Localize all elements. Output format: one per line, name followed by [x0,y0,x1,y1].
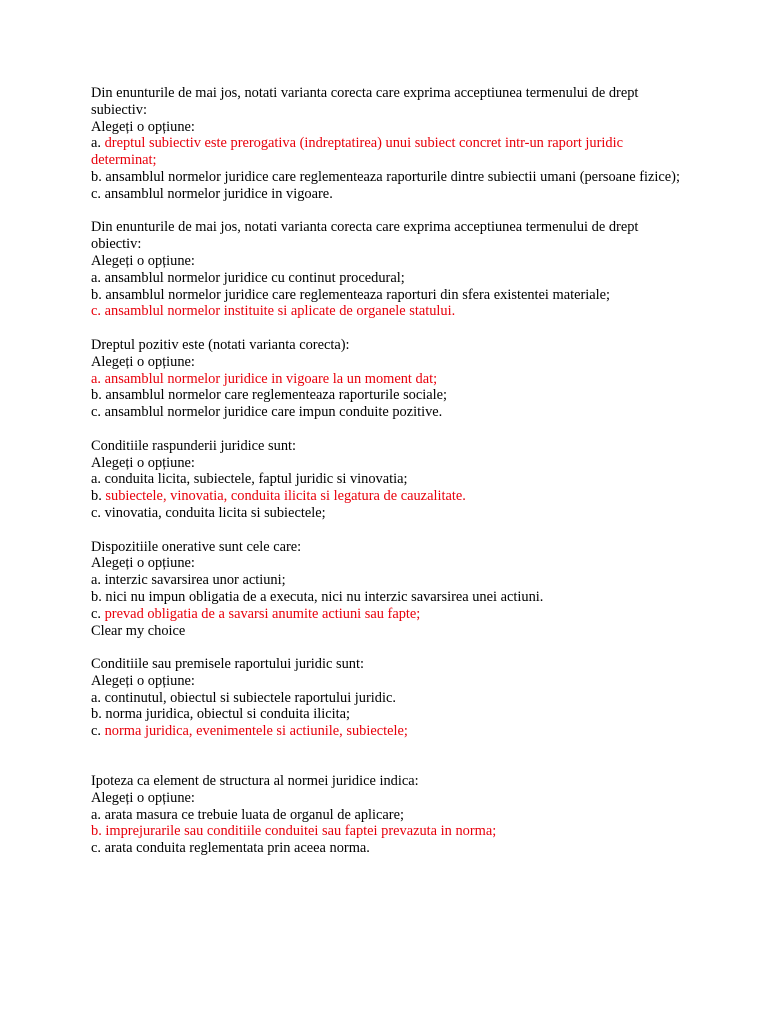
question-3-option-c[interactable] [91,404,691,421]
choose-option-label: Alegeți o opțiune: [91,353,195,370]
question-6-option-b[interactable] [91,706,691,723]
option-letter: b. [91,286,102,303]
option-letter: c. [91,404,101,421]
question-7-option-b[interactable] [91,823,691,840]
option-text: imprejurarile sau conditiile conduitei sau faptei prevazuta in norma; [105,823,497,840]
option-letter: b. [91,588,102,605]
question-1-option-c[interactable] [91,186,691,203]
question-3-option-b[interactable] [91,387,691,404]
option-letter: c. [91,185,101,202]
question-5-option-b[interactable] [91,589,691,606]
option-text: norma juridica, obiectul si conduita ilicita; [105,706,350,723]
option-letter: a. [91,135,101,152]
question-4-option-a[interactable] [91,471,691,488]
choose-option-label: Alegeți o opțiune: [91,789,195,806]
option-text: ansamblul normelor juridice in vigoare. [104,185,333,202]
option-letter: a. [91,572,101,589]
option-text: nici nu impun obligatia de a executa, nici nu interzic savarsirea unei actiuni. [105,588,544,605]
option-text: ansamblul normelor juridice care reglementeaza raporturi din sfera existentei materiale; [105,286,611,303]
option-letter: a. [91,370,101,387]
question-2-option-a[interactable] [91,270,691,287]
question-1-text: Din enunturile de mai jos, notati varianta corecta care exprima acceptiunea termenului de drept subiectiv: [91,85,639,118]
question-6 [91,656,691,740]
option-text: interzic savarsirea unor actiuni; [104,572,286,589]
question-6-option-c[interactable] [91,723,691,740]
option-letter: c. [91,605,101,622]
option-text: conduita licita, subiectele, faptul juridic si vinovatia; [104,471,408,488]
question-5 [91,539,691,640]
choose-option-label: Alegeți o opțiune: [91,454,195,471]
quiz-document [91,85,691,857]
option-letter: b. [91,168,102,185]
option-text: prevad obligatia de a savarsi anumite actiuni sau fapte; [104,605,421,622]
question-4 [91,438,691,522]
choose-option-label: Alegeți o opțiune: [91,252,195,269]
option-text: ansamblul normelor juridice care impun conduite pozitive. [104,404,443,421]
option-letter: c. [91,504,101,521]
option-letter: a. [91,689,101,706]
option-letter: b. [91,387,102,404]
question-2-option-c[interactable] [91,303,691,320]
question-7-option-a[interactable] [91,807,691,824]
option-text: dreptul subiectiv este prerogativa (indreptatirea) unui subiect concret intr-un raport juridic determinat; [91,135,623,169]
choose-option-label: Alegeți o opțiune: [91,672,195,689]
question-6-text: Conditiile sau premisele raportului juridic sunt: [91,656,364,673]
option-text: continutul, obiectul si subiectele raportului juridic. [104,689,396,706]
question-5-option-a[interactable] [91,572,691,589]
option-letter: b. [91,706,102,723]
option-letter: c. [91,840,101,857]
question-7-option-c[interactable] [91,840,691,857]
option-text: subiectele, vinovatia, conduita ilicita si legatura de cauzalitate. [105,488,466,505]
option-text: ansamblul normelor juridice care reglementeaza raporturile dintre subiectii umani (persoane fizice); [105,168,680,185]
option-letter: a. [91,806,101,823]
question-7-text: Ipoteza ca element de structura al normei juridice indica: [91,773,419,790]
question-3 [91,337,691,421]
option-text: norma juridica, evenimentele si actiunile, subiectele; [104,723,408,740]
question-4-option-c[interactable] [91,505,691,522]
question-2 [91,219,691,320]
option-text: ansamblul normelor care reglementeaza raporturile sociale; [105,387,448,404]
option-text: vinovatia, conduita licita si subiectele; [104,504,326,521]
question-1-option-a[interactable] [91,135,691,169]
option-letter: c. [91,303,101,320]
option-letter: c. [91,723,101,740]
question-4-option-b[interactable] [91,488,691,505]
choose-option-label: Alegeți o opțiune: [91,555,195,572]
question-6-option-a[interactable] [91,690,691,707]
question-1-option-b[interactable] [91,169,691,186]
clear-choice-link[interactable]: Clear my choice [91,622,186,639]
option-text: arata masura ce trebuie luata de organul de aplicare; [104,806,404,823]
option-letter: b. [91,823,102,840]
option-letter: b. [91,488,102,505]
option-text: ansamblul normelor instituite si aplicate de organele statului. [104,303,456,320]
question-2-option-b[interactable] [91,287,691,304]
option-text: ansamblul normelor juridice in vigoare la un moment dat; [104,370,438,387]
option-text: arata conduita reglementata prin aceea norma. [104,840,370,857]
question-2-text: Din enunturile de mai jos, notati varianta corecta care exprima acceptiunea termenului de drept obiectiv: [91,219,639,253]
option-letter: a. [91,471,101,488]
question-5-text: Dispozitiile onerative sunt cele care: [91,538,302,555]
question-7 [91,773,691,857]
question-1 [91,85,691,203]
option-letter: a. [91,269,101,286]
question-4-text: Conditiile raspunderii juridice sunt: [91,437,297,454]
question-3-option-a[interactable] [91,371,691,388]
option-text: ansamblul normelor juridice cu continut procedural; [104,269,405,286]
question-3-text: Dreptul pozitiv este (notati varianta corecta): [91,336,350,353]
choose-option-label: Alegeți o opțiune: [91,118,195,135]
question-5-option-c[interactable] [91,606,691,623]
